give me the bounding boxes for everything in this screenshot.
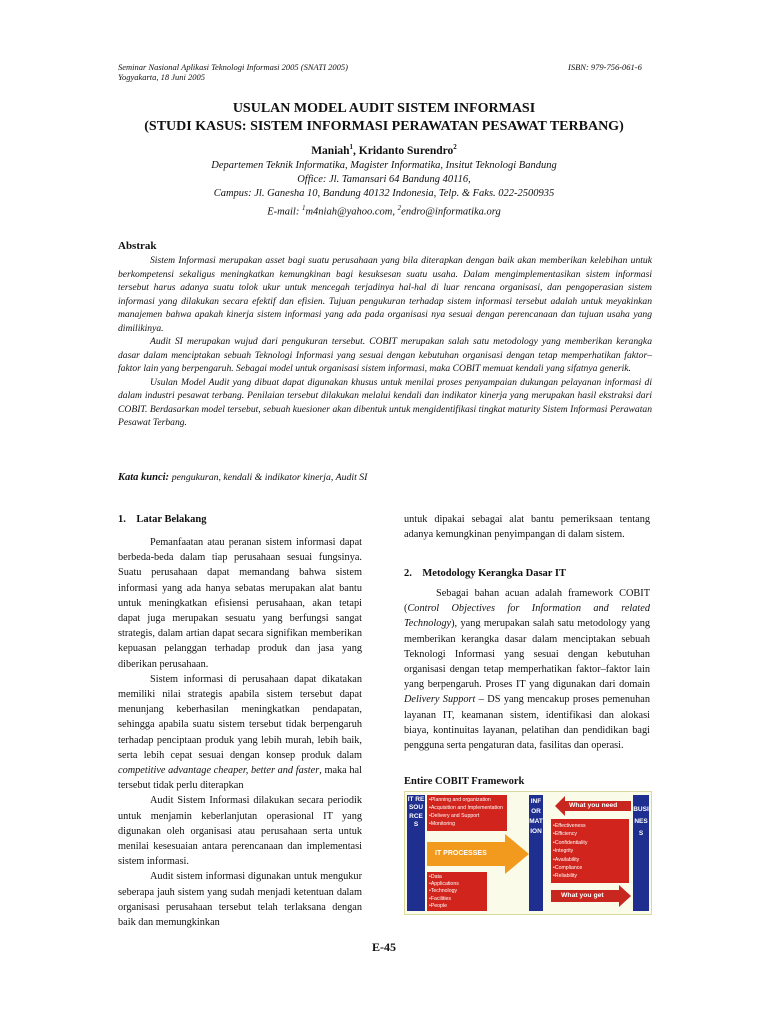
page-number <box>0 940 768 955</box>
abstract-p2: Audit SI merupakan wujud dari pengukuran tersebut. COBIT merupakan salah satu metodology yang memberikan kerangka dasar dalam menciptakan sebuah Teknologi Informasi yang sesuai dengan kebutuhan organisasi dengan tetap memperhatikan faktor–faktor lain yang berpengaruh. Sebagai model untuk organisasi sistem informasi, maka COBIT memuat kendali yang sifatnya generik. <box>118 336 652 374</box>
what-you-need-label: What you need <box>569 802 618 809</box>
it-resources-label: IT RESOURCES <box>407 796 425 828</box>
process-domain-item: •Acquisition and Implementation <box>429 805 503 811</box>
resource-item: •Data <box>429 874 442 880</box>
keywords-text: pengukuran, kendali & indikator kinerja, Audit SI <box>171 472 368 483</box>
section1-p4: Audit sistem informasi digunakan untuk mengukur seberapa jauh sistem yang sudah menjadi ketentuan dalam organisasi perusahaan tersebut telah terlaksana dengan baik dan memungkinkan <box>118 871 362 929</box>
process-domains-list <box>429 796 507 828</box>
isbn: ISBN: 979-756-061-6 <box>568 62 642 72</box>
what-you-get-label: What you get <box>561 892 604 899</box>
section2-body <box>404 586 650 753</box>
s2p1-ital2: Delivery Support <box>404 694 476 706</box>
criteria-item: •Effectiveness <box>553 823 586 829</box>
process-domain-item: •Planning and organization <box>429 797 491 803</box>
section1-heading: 1. Latar Belakang <box>118 514 207 525</box>
right-column-continuation <box>404 512 650 542</box>
email-1: m4niah@yahoo.com, <box>305 206 398 218</box>
abstract-heading: Abstrak <box>118 240 157 252</box>
s1p2-b: , maka hal tersebut tidak perlu diterapkan <box>118 765 362 792</box>
s2p1-ital: Control Objectives for Information and related Technology <box>404 603 650 630</box>
paper-title-line2: (STUDI KASUS: SISTEM INFORMASI PERAWATAN PESAWAT TERBANG) <box>144 119 624 134</box>
left-column <box>118 535 362 930</box>
section2-heading: 2. Metodology Kerangka Dasar IT <box>404 568 566 579</box>
email1-sup: 1 <box>301 204 306 212</box>
author-2-sup: 2 <box>453 143 457 151</box>
criteria-item: •Compliance <box>553 865 583 872</box>
criteria-item: •Efficiency <box>553 831 577 838</box>
author-1: Maniah <box>311 144 350 157</box>
email-2: endro@informatika.org <box>401 206 501 218</box>
s2p1-a: Sebagai bahan acuan adalah framework COBIT ( <box>404 588 650 615</box>
email-prefix: E-mail: <box>267 206 302 218</box>
conference-name: Seminar Nasional Aplikasi Teknologi Informasi 2005 (SNATI 2005) <box>118 62 348 72</box>
cobit-framework-figure <box>404 791 652 915</box>
business-label: BUSINESS <box>633 806 649 837</box>
paper-title-line1: USULAN MODEL AUDIT SISTEM INFORMASI <box>232 101 536 116</box>
section1-p1: Pemanfaatan atau peranan sistem informasi dapat berbeda-beda dalam tiap perusahaan sesuai fungsinya. Suatu perusahaan dapat memandang bahwa sistem informasi yang ada hanya sebatas merupakan alat bantu untuk meningkatkan efisiensi perusahaan, akan tetapi dapat juga merupakan sesuatu yang berfungsi sangat strategis, dalam artian dapat secara signifikan memberikan kepuasan pelanggan terhadap produk dan jasa yang diberikan perusahaan. <box>118 537 362 670</box>
criteria-list <box>553 822 629 881</box>
information-label: INFORMATION <box>529 798 543 835</box>
affiliation-line3: Campus: Jl. Ganesha 10, Bandung 40132 Indonesia, Telp. & Faks. 022-2500935 <box>213 188 555 199</box>
process-domain-item: •Monitoring <box>429 821 456 827</box>
resource-item: •Facilities <box>429 895 452 902</box>
s1p2-ital: competitive advantage cheaper, better and faster <box>118 765 320 777</box>
right-cont: untuk dipakai sebagai alat bantu pemeriksaan tentang adanya kemungkinan penyimpangan di dalam sistem. <box>404 514 650 541</box>
authors <box>0 143 768 157</box>
email2-sup: 2 <box>397 204 402 212</box>
keywords <box>118 472 367 483</box>
section1-p2 <box>118 672 362 794</box>
it-processes-label: IT PROCESSES <box>435 850 487 857</box>
conference-place: Yogyakarta, 18 Juni 2005 <box>118 72 206 82</box>
section1-p3: Audit Sistem Informasi dilakukan secara periodik untuk menjamin keberlanjutan operasional IT yang digunakan oleh organisasi atau perusahaan serta untuk menilai kesesuaian antara perencanaan dan implementasi sistem informasi. <box>118 795 362 868</box>
criteria-item: •Confidentiality <box>553 839 588 846</box>
affiliation-email <box>0 201 768 220</box>
abstract-body <box>118 254 652 430</box>
criteria-item: •Integrity <box>553 848 574 855</box>
process-domain-item: •Delivery and Support <box>429 813 480 819</box>
s2p1-b: ), yang merupakan salah satu metodology yang memberikan kerangka dasar dalam menciptakan sebuah Teknologi Informasi yang sesuai dengan kebutuhan organisasi dengan tetap memperhatikan faktor–faktor lain yang berpengaruh. Proses IT yang digunakan dari domain <box>404 618 650 691</box>
resource-item: •Applications <box>429 881 459 888</box>
affiliation-line2: Office: Jl. Tamansari 64 Bandung 40116, <box>297 174 471 185</box>
criteria-item: •Reliability <box>553 873 578 880</box>
criteria-item: •Availability <box>553 856 580 863</box>
abstract-p3: Usulan Model Audit yang dibuat dapat digunakan khusus untuk menilai proses penyampaian dukungan pelayanan informasi di dalam industri pesawat terbang. Penilaian tersebut dilakukan melalui kendali dan indikator kinerja yang merupakan hasil ekstraksi dari COBIT. Berdasarkan model tersebut, sebuah kuesioner akan dibentuk untuk mengidentifikasi tingkat maturity Sistem Informasi Perawatan Pesawat Terbang. <box>118 376 652 428</box>
resource-item: •People <box>429 902 447 909</box>
resources-list <box>429 874 487 910</box>
section2-p1 <box>404 586 650 753</box>
figure-title: Entire COBIT Framework <box>404 776 525 787</box>
keywords-label: Kata kunci: <box>118 472 172 483</box>
s1p2-a: Sistem informasi di perusahaan dapat dikatakan memiliki nilai strategis apabila sistem tersebut dapat menunjang keberhasilan meningkatkan pendapatan, sehingga apabila suatu sistem tersebut tidak berpengaruh terhadap penciptaan produk yang lebih murah, lebih baik, serta lebih cepat sesuai dengan konsep produk dalam <box>118 673 362 761</box>
s2p1-c: – DS yang mencakup proses pemenuhan layanan IT, keamanan sistem, identifikasi dan alokasi biaya, kontinuitas layanan, pelatihan dan pendidikan bagi pengguna serta pengaturan data, fasilitas dan operasi. <box>404 694 650 752</box>
abstract-p1: Sistem Informasi merupakan asset bagi suatu perusahaan yang bila diterapkan dengan baik akan memberikan kelebihan untuk berkompetensi sekaligus meningkatkan kemungkinan bagi kesuksesan suatu usaha. Dalam mengimplementasikan sistem informasi tersebut harus adanya suatu tolok ukur untuk mencegah terjadinya hal-hal di luar rencana organisasi, dan pengoperasian sistem informasi yang dilakukan secara efektif dan efisien. Tujuan pengukuran terhadap sistem informasi tersebut adalah untuk meyakinkan manajemen bahwa apakah kinerja sistem informasi yang ada pada organisasi nya sesuai dengan perencanaan dan tujuan usaha yang dimilikinya. <box>118 255 652 334</box>
page-number-text: E-45 <box>372 940 396 954</box>
affiliation-line1: Departemen Teknik Informatika, Magister Informatika, Insitut Teknologi Bandung <box>211 160 557 171</box>
author-1-sup: 1 <box>349 143 354 151</box>
author-2: , Kridanto Surendro <box>353 144 454 157</box>
resource-item: •Technology <box>429 888 458 895</box>
